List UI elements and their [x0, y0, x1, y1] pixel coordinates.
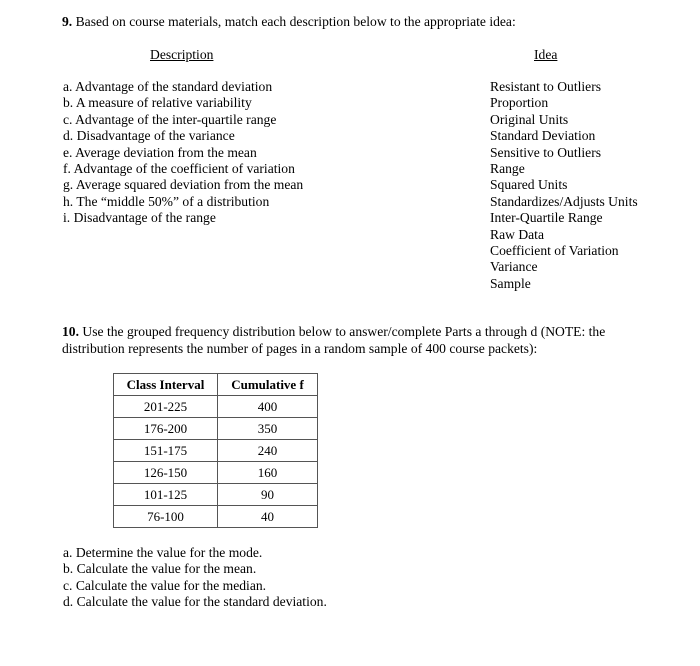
idea-item: Sensitive to Outliers: [490, 144, 602, 160]
table-row: [114, 462, 318, 484]
column-header-class-interval: Class Interval: [114, 374, 218, 396]
description-item: h. The “middle 50%” of a distribution: [63, 193, 270, 209]
idea-item: Sample: [490, 275, 531, 291]
question-10-number: 10.: [62, 324, 79, 339]
description-item: i. Disadvantage of the range: [63, 210, 216, 226]
cumulative-f-cell: 400: [218, 396, 318, 418]
question-10-title: [62, 324, 605, 340]
frequency-table: [113, 373, 318, 528]
class-interval-cell: 101-125: [114, 484, 218, 506]
part-item: a. Determine the value for the mode.: [63, 545, 263, 560]
idea-item: Coefficient of Variation: [490, 242, 619, 258]
question-9-title: [62, 14, 516, 30]
description-item: f. Advantage of the coefficient of variation: [63, 160, 295, 176]
idea-item: Squared Units: [490, 177, 568, 193]
question-10-prompt-line2: distribution represents the number of pages in a random sample of 400 course packets):: [62, 341, 538, 356]
description-item: g. Average squared deviation from the mean: [63, 177, 304, 193]
table-row: [114, 484, 318, 506]
idea-item: Variance: [490, 259, 538, 275]
idea-header: Idea: [534, 47, 558, 62]
idea-item: Range: [490, 160, 525, 176]
cumulative-f-cell: 350: [218, 418, 318, 440]
idea-item: Resistant to Outliers: [490, 79, 602, 94]
cumulative-f-cell: 40: [218, 506, 318, 528]
idea-item: Standard Deviation: [490, 128, 596, 144]
description-item: c. Advantage of the inter-quartile range: [63, 111, 277, 127]
class-interval-cell: 151-175: [114, 440, 218, 462]
idea-item: Inter-Quartile Range: [490, 210, 603, 226]
description-item: d. Disadvantage of the variance: [63, 128, 235, 144]
idea-item: Standardizes/Adjusts Units: [490, 193, 638, 209]
cumulative-f-cell: 240: [218, 440, 318, 462]
idea-item: Proportion: [490, 95, 549, 111]
class-interval-cell: 126-150: [114, 462, 218, 484]
table-header-row: [114, 374, 318, 396]
description-list: [63, 79, 303, 227]
idea-item: Raw Data: [490, 226, 544, 242]
part-item: b. Calculate the value for the mean.: [63, 561, 257, 577]
class-interval-cell: 76-100: [114, 506, 218, 528]
question-9-prompt: Based on course materials, match each description below to the appropriate idea:: [75, 14, 516, 29]
column-header-cumulative-f: Cumulative f: [218, 374, 318, 396]
table-row: [114, 418, 318, 440]
class-interval-cell: 176-200: [114, 418, 218, 440]
class-interval-cell: 201-225: [114, 396, 218, 418]
description-item: a. Advantage of the standard deviation: [63, 79, 273, 94]
table-row: [114, 440, 318, 462]
table-row: [114, 396, 318, 418]
question-10-parts: [63, 545, 327, 611]
description-header: Description: [150, 47, 214, 62]
part-item: d. Calculate the value for the standard deviation.: [63, 594, 327, 610]
cumulative-f-cell: 160: [218, 462, 318, 484]
idea-list: [490, 79, 638, 292]
idea-item: Original Units: [490, 111, 569, 127]
question-10-prompt-line1: Use the grouped frequency distribution below to answer/complete Parts a through d (NOTE: the: [82, 324, 606, 339]
cumulative-f-cell: 90: [218, 484, 318, 506]
question-9-number: 9.: [62, 14, 73, 29]
description-item: b. A measure of relative variability: [63, 95, 252, 111]
part-item: c. Calculate the value for the median.: [63, 577, 267, 593]
table-row: [114, 506, 318, 528]
description-item: e. Average deviation from the mean: [63, 144, 257, 160]
